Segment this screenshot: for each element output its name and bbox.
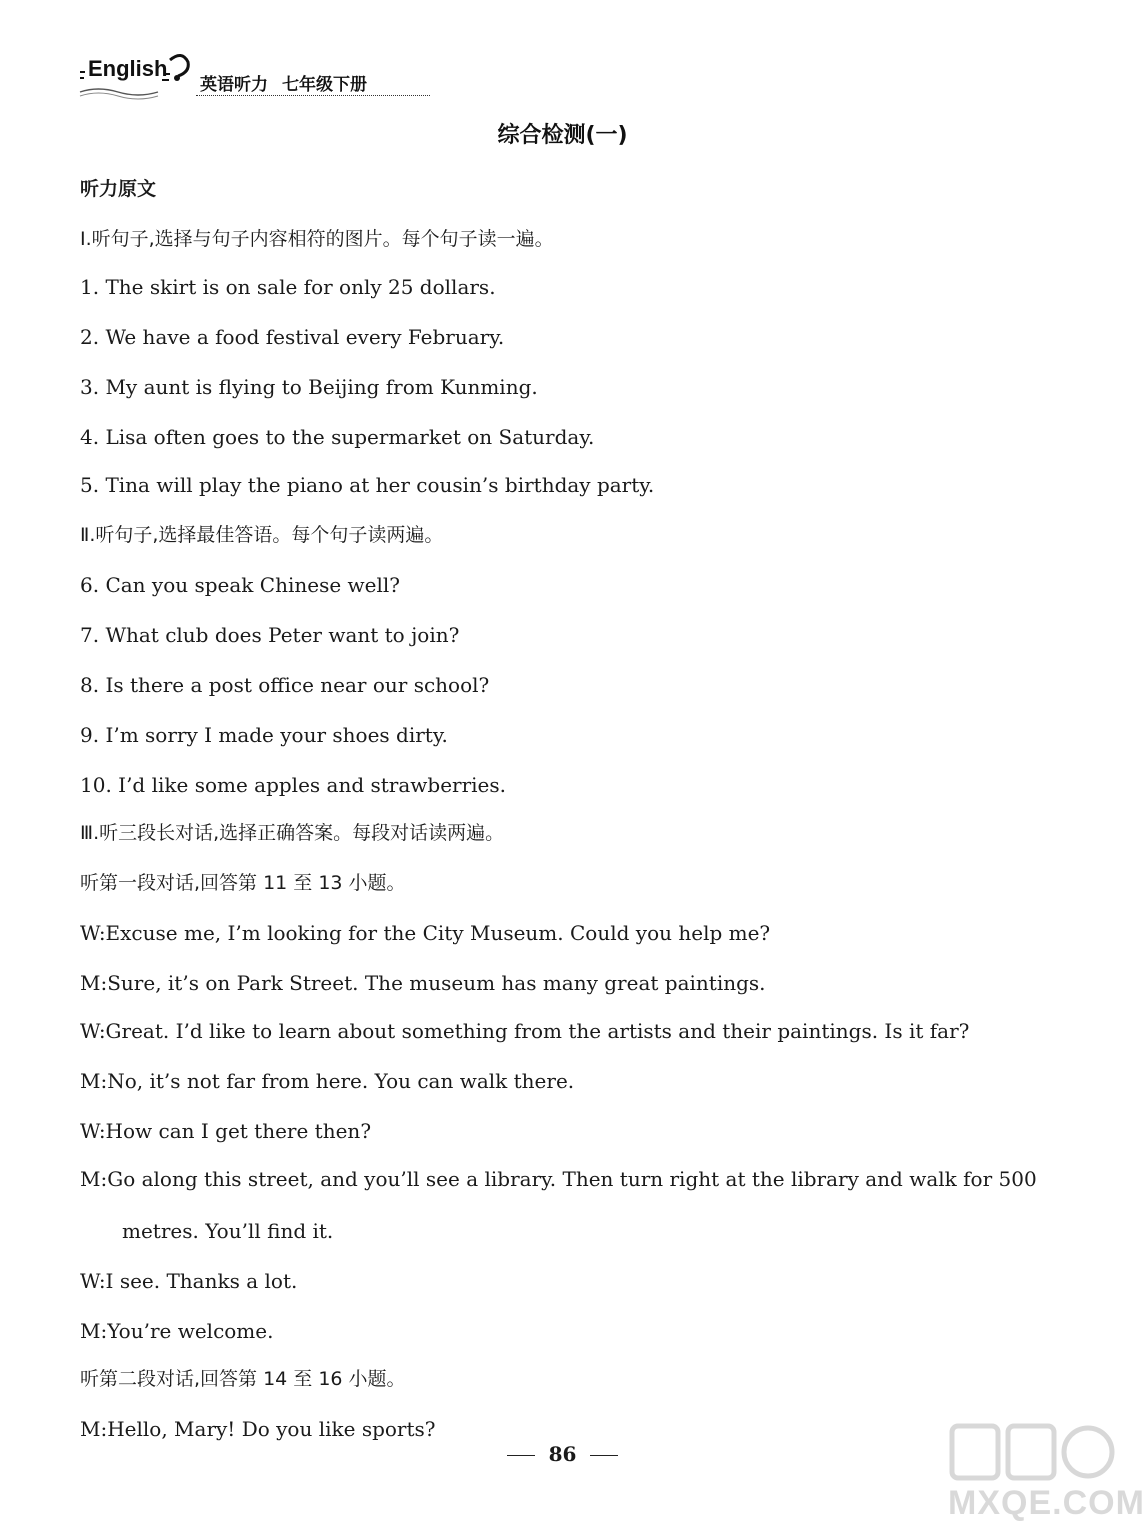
transcript-line: 听力原文 [80, 178, 157, 200]
book-grade: 七年级下册 [282, 75, 367, 95]
transcript-line: W:How can I get there then? [80, 1119, 372, 1143]
header-divider [196, 95, 430, 96]
transcript-line: 听第二段对话,回答第 14 至 16 小题。 [80, 1368, 406, 1390]
transcript-line: W:I see. Thanks a lot. [80, 1269, 298, 1293]
transcript-line: 4. Lisa often goes to the supermarket on Saturday. [80, 425, 595, 449]
transcript-line: 听第一段对话,回答第 11 至 13 小题。 [80, 872, 406, 894]
transcript-line: 10. I’d like some apples and strawberries. [80, 773, 507, 797]
transcript-line: 5. Tina will play the piano at her cousin’s birthday party. [80, 473, 655, 497]
footer-dash-left [507, 1455, 535, 1456]
transcript-line: 3. My aunt is flying to Beijing from Kunming. [80, 375, 538, 399]
book-subject: 英语听力 [200, 75, 268, 95]
section-title [0, 118, 1125, 149]
transcript-line: W:Great. I’d like to learn about something from the artists and their paintings. Is it far? [80, 1019, 970, 1043]
transcript-line: M:Hello, Mary! Do you like sports? [80, 1417, 436, 1441]
transcript-line: 6. Can you speak Chinese well? [80, 573, 401, 597]
transcript-line: metres. You’ll find it. [122, 1219, 334, 1243]
transcript-line: 7. What club does Peter want to join? [80, 623, 460, 647]
transcript-line: M:No, it’s not far from here. You can walk there. [80, 1069, 575, 1093]
english-logo [78, 52, 198, 100]
book-title [200, 70, 367, 95]
footer-dash-right [590, 1455, 618, 1456]
logo-text: English [88, 56, 168, 81]
transcript-line: 2. We have a food festival every February. [80, 325, 505, 349]
transcript-line: M:You’re welcome. [80, 1319, 274, 1343]
transcript-line: Ⅲ.听三段长对话,选择正确答案。每段对话读两遍。 [80, 822, 505, 844]
transcript-line: M:Go along this street, and you’ll see a library. Then turn right at the library and walk for 500 [80, 1167, 1037, 1191]
transcript-line: W:Excuse me, I’m looking for the City Museum. Could you help me? [80, 921, 771, 945]
watermark-text: MXQE.COM [948, 1484, 1145, 1522]
page-number: 86 [548, 1442, 577, 1466]
transcript-line: M:Sure, it’s on Park Street. The museum has many great paintings. [80, 971, 766, 995]
transcript-line: 1. The skirt is on sale for only 25 dollars. [80, 275, 496, 299]
transcript-line: 9. I’m sorry I made your shoes dirty. [80, 723, 448, 747]
watermark-logo-icon [948, 1418, 1118, 1488]
transcript-line: Ⅰ.听句子,选择与句子内容相符的图片。每个句子读一遍。 [80, 228, 554, 250]
transcript-line: 8. Is there a post office near our school? [80, 673, 490, 697]
watermark [948, 1418, 1145, 1530]
section-title-text: 综合检测(一) [497, 123, 628, 148]
transcript-line: Ⅱ.听句子,选择最佳答语。每个句子读两遍。 [80, 524, 444, 546]
page-header [78, 52, 430, 102]
